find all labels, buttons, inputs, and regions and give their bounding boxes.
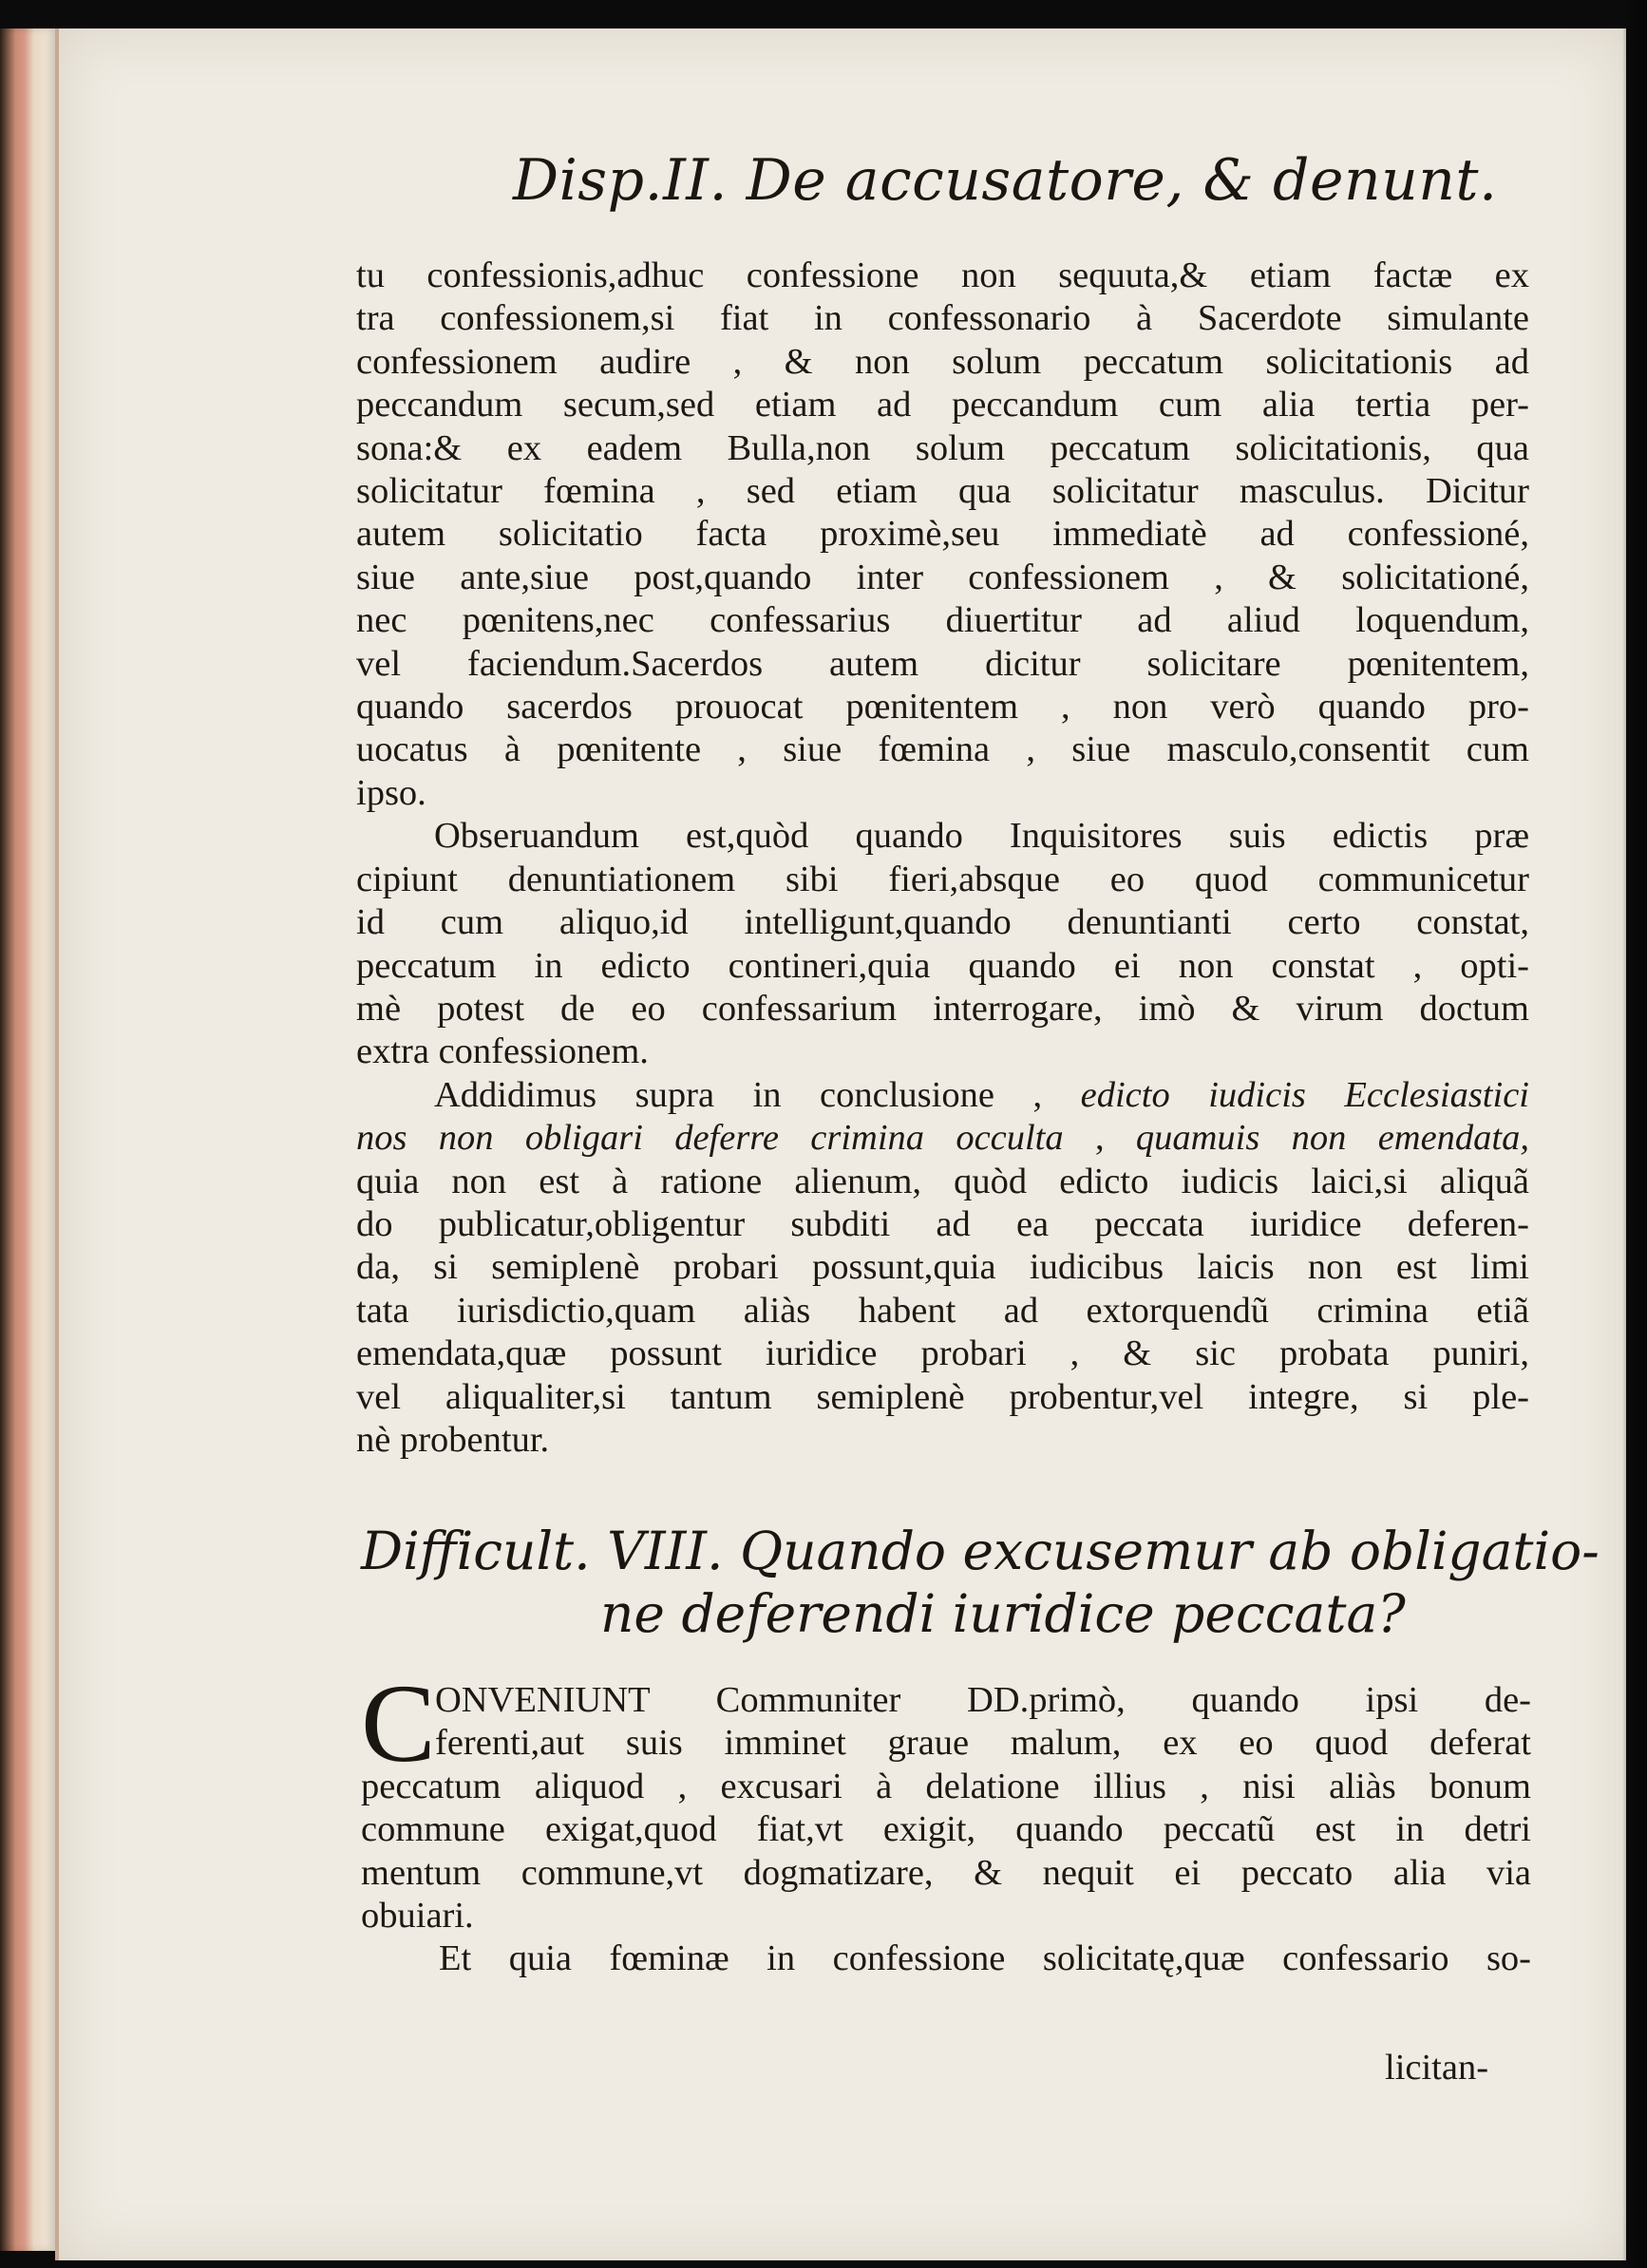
italic-text-run: nos non obligari deferre crimina occulta — [356, 1118, 1064, 1159]
text-line: Obseruandum est,quòd quando Inquisitores suis edictis præ — [434, 816, 1529, 857]
text-line: commune exigat,quod fiat,vt exigit, quando peccatũ est in detri — [361, 1809, 1531, 1850]
text-run: Addidimus supra in conclusione , — [434, 1074, 1081, 1115]
running-head: Disp.II. De accusatore, & denunt. — [513, 147, 1498, 214]
drop-cap-initial: C — [361, 1661, 436, 1786]
text-line: vel faciendum.Sacerdos autem dicitur solicitare pœnitentem, — [356, 643, 1529, 684]
text-line: autem solicitatio facta proximè,seu immediatè ad confessioné, — [356, 514, 1529, 555]
text-line: solicitatur fœmina , sed etiam qua solicitatur masculus. Dicitur — [356, 471, 1529, 512]
text-line: ipso. — [356, 772, 426, 813]
text-line: confessionem audire , & non solum peccatum solicitationis ad — [356, 341, 1529, 382]
text-line: Et quia fœminæ in confessione solicitatę,quæ confessario so- — [439, 1938, 1531, 1979]
text-line: da, si semiplenè probari possunt,quia iudicibus laicis non est limi — [356, 1247, 1529, 1288]
text-run: Communiter DD.primò, quando ipsi de- — [649, 1680, 1531, 1720]
first-word-smallcaps: ONVENIUNT — [435, 1680, 650, 1720]
text-line: extra confessionem. — [356, 1031, 649, 1072]
text-line: peccatum aliquod , excusari à delatione illius , nisi aliàs bonum — [361, 1766, 1531, 1806]
text-line: nè probentur. — [356, 1419, 550, 1460]
text-line: quando sacerdos prouocat pœnitentem , non verò quando pro- — [356, 687, 1529, 728]
book-fore-edge — [0, 28, 55, 2251]
text-line: siue ante,siue post,quando inter confessionem , & solicitationé, — [356, 557, 1529, 597]
text-line: do publicatur,obligentur subditi ad ea peccata iuridice deferen- — [356, 1203, 1529, 1244]
text-line: obuiari. — [361, 1896, 474, 1937]
catchword: licitan- — [1385, 2048, 1489, 2088]
heading-line: Difficult. VIII. Quando excusemur ab obligatio- — [361, 1521, 1600, 1581]
text-line: vel aliqualiter,si tantum semiplenè probentur,vel integre, si ple- — [356, 1376, 1529, 1417]
text-line-mixed — [356, 1074, 1529, 1117]
section-heading — [361, 1520, 1600, 1645]
main-text-block — [356, 255, 1529, 1462]
italic-text-run: quamuis non emendata, — [1135, 1118, 1530, 1159]
italic-text-run: edicto iudicis Ecclesiastici — [1080, 1074, 1529, 1115]
text-line: id cum aliquo,id intelligunt,quando denuntianti certo constat, — [356, 902, 1529, 943]
text-line: tra confessionem,si fiat in confessonario à Sacerdote simulante — [356, 298, 1529, 339]
text-line: emendata,quæ possunt iuridice probari , & sic probata puniri, — [356, 1333, 1529, 1374]
text-line: uocatus à pœnitente , siue fœmina , siue masculo,consentit cum — [356, 729, 1529, 770]
text-line: mè potest de eo confessarium interrogare, imò & virum doctum — [356, 988, 1529, 1029]
text-line-mixed — [356, 1117, 1529, 1160]
text-line: nec pœnitens,nec confessarius diuertitur ad aliud loquendum, — [356, 600, 1529, 641]
text-line: mentum commune,vt dogmatizare, & nequit ei peccato alia via — [361, 1852, 1531, 1893]
text-line: ferenti,aut suis imminet graue malum, ex eo quod deferat — [435, 1723, 1531, 1764]
text-run: , — [1063, 1118, 1136, 1159]
text-line: tu confessionis,adhuc confessione non sequuta,& etiam factæ ex — [356, 255, 1529, 295]
heading-line: ne deferendi iuridice peccata? — [600, 1583, 1406, 1644]
text-line: peccandum secum,sed etiam ad peccandum cum alia tertia per- — [356, 385, 1529, 425]
text-line: tata iurisdictio,quam aliàs habent ad extorquendũ crimina etiã — [356, 1290, 1529, 1331]
text-line: peccatum in edicto contineri,quia quando ei non constat , opti- — [356, 945, 1529, 986]
text-line: quia non est à ratione alienum, quòd edicto iudicis laici,si aliquã — [356, 1161, 1529, 1201]
text-line: sona:& ex eadem Bulla,non solum peccatum solicitationis, qua — [356, 427, 1529, 468]
section-text-block — [361, 1661, 1531, 1981]
text-line: cipiunt denuntiationem sibi fieri,absque eo quod communicetur — [356, 859, 1529, 899]
page-shadow — [1622, 0, 1647, 2268]
text-line-mixed — [361, 1679, 1531, 1722]
